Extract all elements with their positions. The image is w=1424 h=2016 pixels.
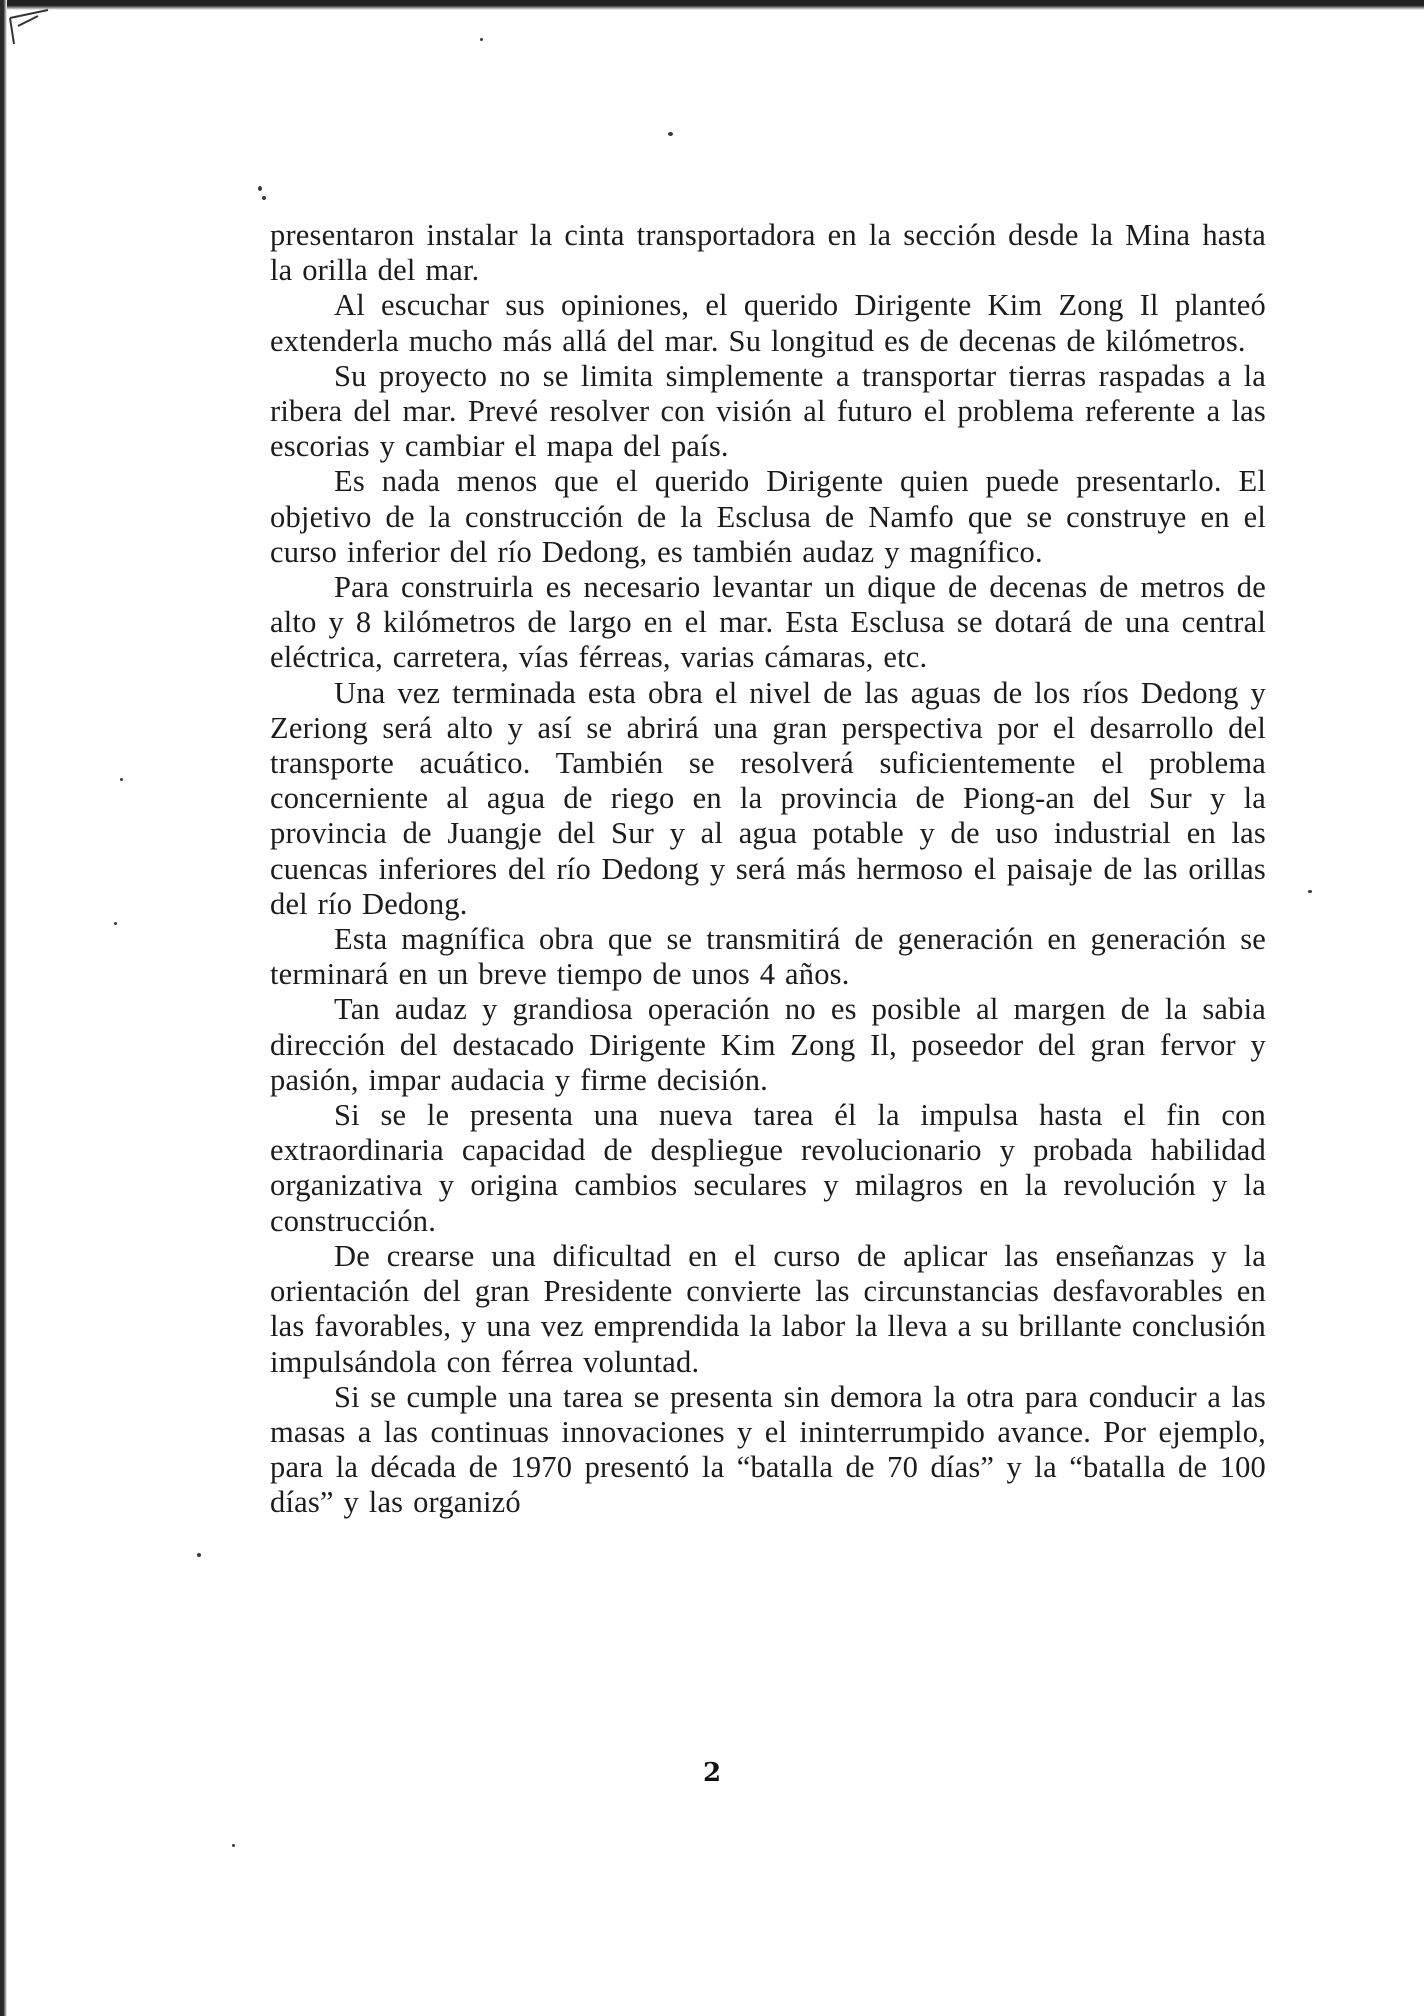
paragraph: Su proyecto no se limita simplemente a transportar tierras raspadas a la ribera del mar. Prevé resolver con visión al futuro el problema referente a las escorias y cambiar el mapa del país. <box>270 358 1266 464</box>
page-number: 2 <box>702 1758 722 1788</box>
scan-speck <box>232 1844 235 1847</box>
paragraph: Una vez terminada esta obra el nivel de las aguas de los ríos Dedong y Zeriong será alto y así se abrirá una gran perspectiva por el desarrollo del transporte acuático. También se resolverá suficientemente el problema concerniente al agua de riego en la provincia de Piong-an del Sur y la provincia de Juangje del Sur y al agua potable y de uso industrial en las cuencas inferiores del río Dedong y será más hermoso el paisaje de las orillas del río Dedong. <box>270 675 1266 921</box>
paragraph: Para construirla es necesario levantar un dique de decenas de metros de alto y 8 kilómetros de largo en el mar. Esta Esclusa se dotará de una central eléctrica, carretera, vías férreas, varias cámaras, etc. <box>270 570 1266 675</box>
paragraph: Al escuchar sus opiniones, el querido Dirigente Kim Zong Il planteó extenderla mucho más allá del mar. Su longitud es de decenas de kilómetros. <box>270 288 1266 358</box>
paragraph: Si se cumple una tarea se presenta sin demora la otra para conducir a las masas a las continuas innovaciones y el ininterrumpido avance. Por ejemplo, para la década de 1970 presentó la “batalla de 70 días” y la “batalla de 100 días” y las organizó <box>270 1379 1266 1520</box>
body-text <box>270 218 1266 1521</box>
scan-top-edge <box>0 0 1424 10</box>
scan-speck <box>480 38 483 41</box>
scan-speck <box>668 132 673 136</box>
scan-corner-mark-icon <box>8 8 68 48</box>
scan-left-edge <box>0 0 7 2016</box>
scan-speck <box>197 1553 201 1557</box>
scan-speck <box>262 196 266 200</box>
scan-speck <box>1308 890 1312 893</box>
paragraph: Es nada menos que el querido Dirigente quien puede presentarlo. El objetivo de la construcción de la Esclusa de Namfo que se construye en el curso inferior del río Dedong, es también audaz y magnífico. <box>270 464 1266 569</box>
scan-speck <box>258 186 262 191</box>
paragraph: De crearse una dificultad en el curso de aplicar las enseñanzas y la orientación del gran Presidente convierte las circunstancias desfavorables en las favorables, y una vez emprendida la labor la lleva a su brillante conclusión impulsándola con férrea voluntad. <box>270 1238 1266 1379</box>
scan-speck <box>120 778 123 781</box>
paragraph: Tan audaz y grandiosa operación no es posible al margen de la sabia dirección del destacado Dirigente Kim Zong Il, poseedor del gran fervor y pasión, impar audacia y firme decisión. <box>270 992 1266 1097</box>
paragraph: Esta magnífica obra que se transmitirá de generación en generación se terminará en un breve tiempo de unos 4 años. <box>270 922 1266 992</box>
paragraph: Si se le presenta una nueva tarea él la impulsa hasta el fin con extraordinaria capacidad de despliegue revolucionario y probada habilidad organizativa y origina cambios seculares y milagros en la revolución y la construcción. <box>270 1098 1266 1238</box>
paragraph: presentaron instalar la cinta transportadora en la sección desde la Mina hasta la orilla del mar. <box>270 218 1266 288</box>
scan-speck <box>114 922 117 925</box>
